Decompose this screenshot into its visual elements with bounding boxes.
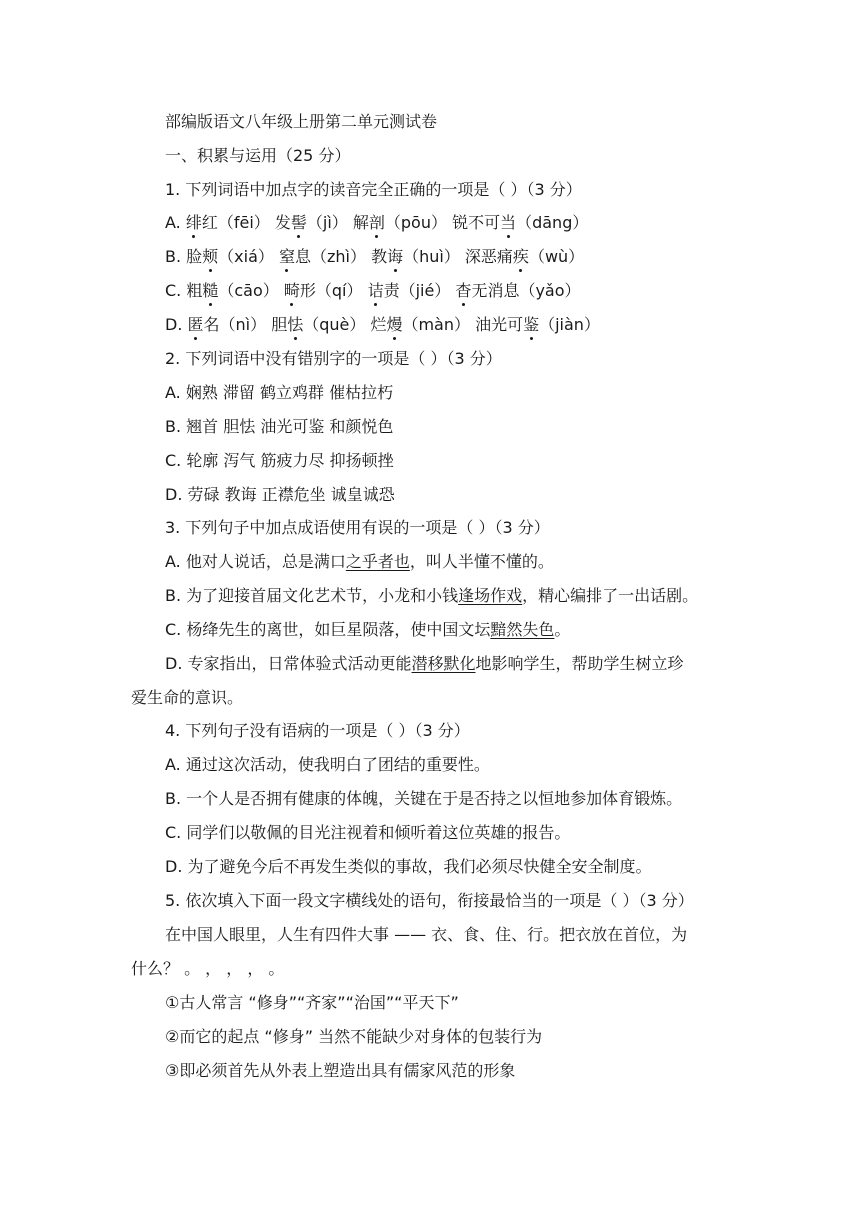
q1-stem: 1. 下列词语中加点字的读音完全正确的一项是（ ）（3 分）	[165, 180, 582, 199]
q2-option-d: D. 劳碌 教诲 正襟危坐 诚皇诚恐	[165, 485, 395, 504]
q1-option-c: C. 粗糙（cāo） 畸形（qí） 诘责（jié） 杳无消息（yǎo）	[165, 281, 581, 300]
q5-sentence-3: ③即必须首先从外表上塑造出具有儒家风范的形象	[165, 1061, 516, 1080]
q2-stem: 2. 下列词语中没有错别字的一项是（ ）（3 分）	[165, 349, 502, 368]
q2-option-a: A. 娴熟 滞留 鹤立鸡群 催枯拉朽	[165, 383, 394, 402]
q3-option-a: A. 他对人说话，总是满口之乎者也，叫人半懂不懂的。	[165, 552, 554, 571]
q5-sentence-1: ①古人常言 “修身”“齐家”“治国”“平天下”	[165, 993, 459, 1012]
q5-passage-continued: 什么？ 。 ， ， ， 。	[131, 959, 285, 978]
q1-option-a: A. 绯红（fēi） 发髻（jì） 解剖（pōu） 锐不可当（dāng）	[165, 213, 589, 232]
q4-stem: 4. 下列句子没有语病的一项是（ ）（3 分）	[165, 721, 470, 740]
q4-option-d: D. 为了避免今后不再发生类似的事故，我们必须尽快健全安全制度。	[165, 857, 652, 876]
q5-stem: 5. 依次填入下面一段文字横线处的语句，衔接最恰当的一项是（ ）（3 分）	[165, 891, 694, 910]
q4-option-c: C. 同学们以敬佩的目光注视着和倾听着这位英雄的报告。	[165, 823, 571, 842]
q2-option-c: C. 轮廓 泻气 筋疲力尽 抑扬顿挫	[165, 451, 394, 470]
q4-option-b: B. 一个人是否拥有健康的体魄，关键在于是否持之以恒地参加体育锻炼。	[165, 789, 683, 808]
q3-option-c: C. 杨绛先生的离世，如巨星陨落，使中国文坛黯然失色。	[165, 620, 571, 639]
q3-option-b: B. 为了迎接首届文化艺术节，小龙和小钱逢场作戏，精心编排了一出话剧。	[165, 586, 699, 605]
q2-option-b: B. 翘首 胆怯 油光可鉴 和颜悦色	[165, 417, 394, 436]
q5-sentence-2: ②而它的起点 “修身” 当然不能缺少对身体的包装行为	[165, 1027, 543, 1046]
q3-option-d-continued: 爱生命的意识。	[131, 688, 244, 707]
section-heading: 一、积累与运用（25 分）	[165, 146, 351, 165]
q1-option-b: B. 脸颊（xiá） 窒息（zhì） 教诲（huì） 深恶痛疾（wù）	[165, 247, 585, 266]
q4-option-a: A. 通过这次活动，使我明白了团结的重要性。	[165, 755, 490, 774]
q5-passage: 在中国人眼里，人生有四件大事 —— 衣、食、住、行。把衣放在首位，为	[165, 925, 688, 944]
document-title: 部编版语文八年级上册第二单元测试卷	[165, 112, 438, 131]
q1-option-d: D. 匿名（nì） 胆怯（què） 烂熳（màn） 油光可鉴（jiàn）	[165, 315, 600, 334]
q3-stem: 3. 下列句子中加点成语使用有误的一项是（ ）（3 分）	[165, 518, 550, 537]
q3-option-d: D. 专家指出，日常体验式活动更能潜移默化地影响学生，帮助学生树立珍	[165, 654, 684, 673]
